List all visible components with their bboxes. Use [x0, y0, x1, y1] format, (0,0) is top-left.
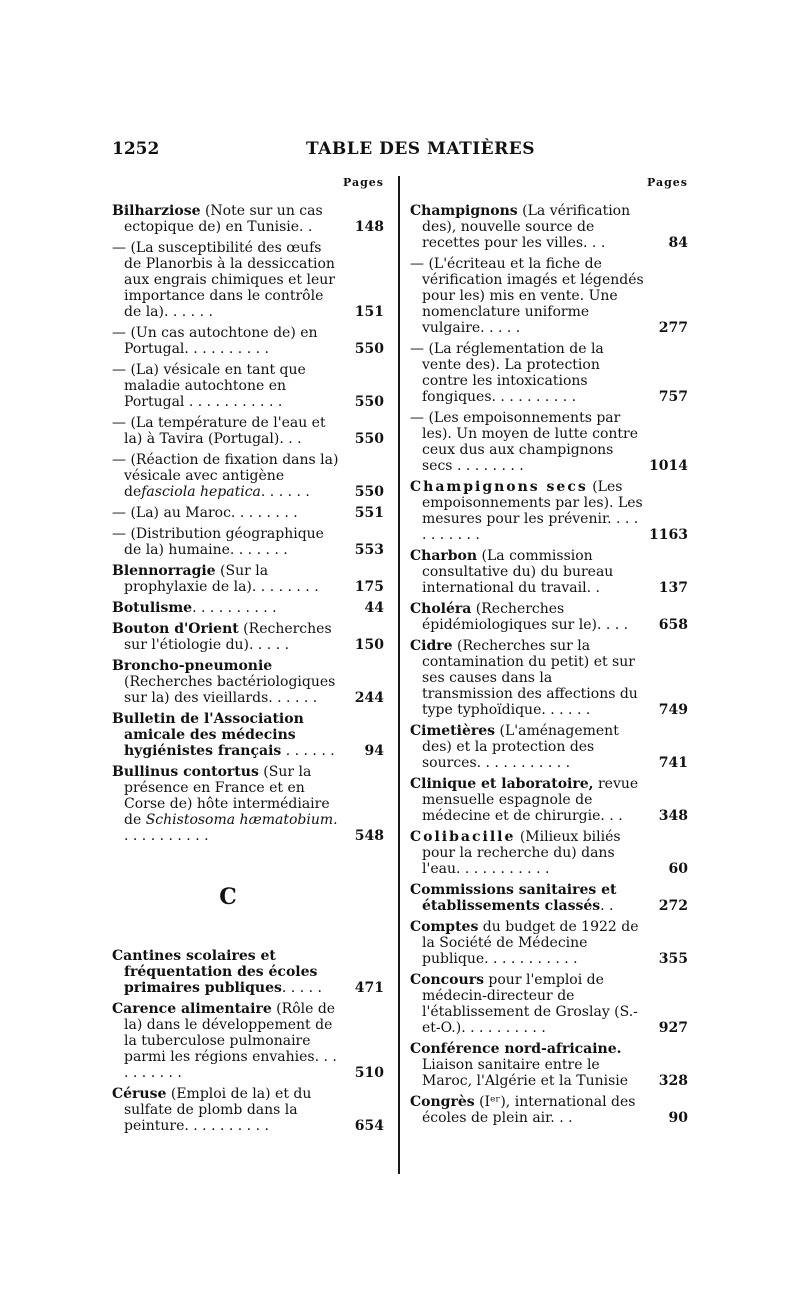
entry-description: — (L'écriteau et la fiche de vérification imagés et légendés pour les) mis en vente. Une nomenclature uniforme vulgaire. . . . . [410, 256, 644, 336]
index-entry [410, 601, 688, 633]
entry-page-number: 550 [354, 431, 384, 447]
entry-page-number: 1014 [649, 458, 688, 474]
column-divider [398, 176, 400, 1174]
entry-description: (Recherches épidémiologiques sur le). . . . [422, 601, 629, 633]
right-entries [410, 203, 688, 1126]
entry-heading: Cantines scolaires et fréquentation des écoles primaires publiques [112, 948, 318, 996]
entry-text [410, 919, 646, 967]
entry-heading: Bulletin de l'Association amicale des médecins hygiénistes français [112, 711, 304, 759]
entry-text [410, 601, 646, 633]
index-entry [410, 638, 688, 718]
entry-page-number: 551 [354, 505, 384, 521]
entry-description: (Rôle de la) dans le développement de la tuberculose pulmonaire parmi les régions envahies. . . . . . . . . . [124, 1001, 337, 1081]
entry-page-number: 550 [354, 341, 384, 357]
index-entry [112, 325, 384, 357]
entry-page-number: 137 [658, 580, 688, 596]
index-entry [410, 410, 688, 474]
index-entry [112, 621, 384, 653]
index-entry [112, 600, 384, 616]
entry-text [410, 638, 646, 718]
entry-page-number: 757 [658, 389, 688, 405]
entry-heading: Commissions sanitaires et établissements classés [410, 882, 617, 914]
index-entry [410, 1041, 688, 1089]
index-entry [410, 256, 688, 336]
entry-page-number: 355 [658, 951, 688, 967]
entry-heading: Bullinus contortus [112, 764, 259, 780]
entry-description: — (Réaction de fixation dans la) vésicale avec antigène de [112, 452, 339, 500]
entry-description: . . [600, 898, 614, 914]
entry-page-number: 741 [658, 755, 688, 771]
index-entry [410, 203, 688, 251]
index-entry [410, 341, 688, 405]
entry-heading: Choléra [410, 601, 472, 617]
entry-page-number: 148 [354, 219, 384, 235]
entry-description: — (La température de l'eau et la) à Tavira (Portugal). . . [112, 415, 326, 447]
entry-page-number: 151 [354, 304, 384, 320]
entry-text [410, 203, 646, 251]
left-entries-b [112, 203, 384, 844]
entry-page-number: 550 [354, 394, 384, 410]
index-entry [112, 240, 384, 320]
index-entry [112, 203, 384, 235]
index-entry [410, 1094, 688, 1126]
entry-text [112, 764, 342, 844]
entry-page-number: 749 [658, 702, 688, 718]
entry-text [112, 452, 342, 500]
running-header: TABLE DES MATIÈRES [306, 139, 536, 159]
entry-heading: Botulisme [112, 600, 193, 616]
entry-description: — (La réglementation de la vente des). La protection contre les intoxications fongiques. . . . . . . . . . [410, 341, 604, 405]
entry-italic-term: fasciola hepatica [141, 484, 261, 500]
entry-italic-term: Schistosoma hæmatobium [145, 812, 334, 828]
entry-page-number: 654 [354, 1118, 384, 1134]
entry-text [410, 723, 646, 771]
entry-text [112, 203, 342, 235]
entry-heading: Cidre [410, 638, 453, 654]
index-entry [112, 711, 384, 759]
entry-text [112, 325, 342, 357]
index-entry [112, 764, 384, 844]
entry-description: (Les empoisonnements par les). Les mesures pour les prévenir. . . . . . . . . . . [422, 479, 643, 543]
entry-text [410, 410, 646, 474]
entry-page-number: 277 [658, 320, 688, 336]
index-entry [112, 362, 384, 410]
entry-text [410, 829, 646, 877]
entry-description: revue mensuelle espagnole de médecine et de chirurgie. . . [422, 776, 639, 824]
entry-text [112, 240, 342, 320]
entry-description: (Sur la présence en France et en Corse de) hôte intermédiaire de [124, 764, 330, 828]
entry-description: — (La) vésicale en tant que maladie autochtone en Portugal . . . . . . . . . . . [112, 362, 306, 410]
entry-description: (La vérification des), nouvelle source de recettes pour les villes. . . [422, 203, 631, 251]
entry-page-number: 510 [354, 1065, 384, 1081]
page-number: 1252 [112, 139, 160, 159]
entry-page-number: 328 [658, 1073, 688, 1089]
entry-text [410, 256, 646, 336]
pages-label: Pages [647, 176, 688, 189]
index-entry [112, 1086, 384, 1134]
index-entry [410, 829, 688, 877]
entry-leader: . . . . . . [260, 484, 310, 500]
entry-description: (Recherches sur l'étiologie du). . . . . [124, 621, 332, 653]
entry-page-number: 658 [658, 617, 688, 633]
entry-page-number: 175 [354, 579, 384, 595]
entry-description: (Emploi de la) et du sulfate de plomb dans la peinture. . . . . . . . . . [124, 1086, 312, 1134]
entry-text [112, 505, 342, 521]
entry-heading: Bouton d'Orient [112, 621, 239, 637]
entry-text [112, 658, 342, 706]
index-entry [410, 972, 688, 1036]
entry-description: — (Les empoisonnements par les). Un moyen de lutte contre ceux dus aux champignons secs . . . . . . . . [410, 410, 639, 474]
index-entry [112, 415, 384, 447]
entry-page-number: 60 [668, 861, 688, 877]
entry-description: (Note sur un cas ectopique de) en Tunisie. . [124, 203, 323, 235]
entry-heading: Concours [410, 972, 484, 988]
index-entry [112, 563, 384, 595]
index-entry [410, 882, 688, 914]
left-entries-c [112, 948, 384, 1134]
entry-description: (La commission consultative du) du bureau international du travail. . [422, 548, 614, 596]
entry-description: — (La) au Maroc. . . . . . . . [112, 505, 298, 521]
entry-text [410, 1041, 646, 1089]
entry-text [112, 1001, 342, 1081]
entry-text [112, 1086, 342, 1134]
entry-description: du budget de 1922 de la Société de Médecine publique. . . . . . . . . . . [422, 919, 639, 967]
index-entry [112, 526, 384, 558]
entry-heading: Blennorragie [112, 563, 216, 579]
entry-text [112, 600, 342, 616]
entry-heading: Cimetières [410, 723, 496, 739]
entry-text [112, 711, 342, 759]
section-letter: C [219, 884, 237, 910]
entry-description: pour l'emploi de médecin-directeur de l'établissement de Groslay (S.-et-O.). . . . . . . . . . [422, 972, 638, 1036]
entry-page-number: 94 [364, 743, 384, 759]
entry-text [112, 526, 342, 558]
entry-page-number: 1163 [649, 527, 688, 543]
entry-text [410, 972, 646, 1036]
index-entry [410, 479, 688, 543]
entry-text [410, 479, 646, 543]
index-entry [112, 505, 384, 521]
entry-page-number: 44 [364, 600, 384, 616]
entry-heading: Broncho-pneumonie [112, 658, 273, 674]
entry-page-number: 548 [354, 828, 384, 844]
entry-heading: Carence alimentaire [112, 1001, 272, 1017]
entry-heading: Comptes [410, 919, 479, 935]
entry-text [410, 341, 646, 405]
index-entry [112, 452, 384, 500]
entry-page-number: 550 [354, 484, 384, 500]
entry-page-number: 272 [658, 898, 688, 914]
entry-text [410, 1094, 646, 1126]
entry-heading: Champignons secs [410, 479, 588, 495]
entry-page-number: 90 [668, 1110, 688, 1126]
entry-text [410, 548, 646, 596]
index-entry [112, 658, 384, 706]
right-column [410, 176, 688, 1131]
entry-description: — (Distribution géographique de la) humaine. . . . . . . [112, 526, 324, 558]
entry-heading: Clinique et laboratoire, [410, 776, 594, 792]
entry-description: . . . . . . . . . . [192, 600, 277, 616]
pages-label: Pages [343, 176, 384, 189]
entry-heading: Bilharziose [112, 203, 201, 219]
entry-heading: Champignons [410, 203, 518, 219]
entry-heading: Charbon [410, 548, 478, 564]
index-entry [410, 548, 688, 596]
entry-page-number: 553 [354, 542, 384, 558]
entry-description: (Recherches sur la contamination du petit) et sur ses causes dans la transmission des affections du type typhoïdique. . . . . . [422, 638, 638, 718]
entry-text [410, 776, 646, 824]
entry-description: . . . . . . [281, 743, 335, 759]
index-entry [410, 723, 688, 771]
left-column [112, 176, 384, 1139]
entry-text [112, 362, 342, 410]
entry-description: (Recherches bactériologiques sur la) des vieillards. . . . . . [124, 674, 336, 706]
entry-leader: . . . . . . . . . . . [124, 812, 338, 844]
entry-description: (Milieux biliés pour la recherche du) dans l'eau. . . . . . . . . . . [422, 829, 621, 877]
entry-page-number: 84 [668, 235, 688, 251]
index-entry [112, 1001, 384, 1081]
entry-text [410, 882, 646, 914]
entry-heading: Colibacille [410, 829, 516, 845]
index-entry [112, 948, 384, 996]
entry-page-number: 348 [658, 808, 688, 824]
entry-page-number: 471 [354, 980, 384, 996]
entry-description: . . . . . [281, 980, 322, 996]
entry-text [112, 563, 342, 595]
entry-text [112, 621, 342, 653]
entry-description: (Sur la prophylaxie de la). . . . . . . . [124, 563, 319, 595]
entry-description: — (Un cas autochtone de) en Portugal. . . . . . . . . . [112, 325, 318, 357]
index-entry [410, 919, 688, 967]
entry-description: (L'aménagement des) et la protection des sources. . . . . . . . . . . [422, 723, 619, 771]
entry-description: — (La susceptibilité des œufs de Planorbis à la dessiccation aux engrais chimiques et leur importance dans le contrôle de la). . . . . . [112, 240, 335, 320]
entry-description: Liaison sanitaire entre le Maroc, l'Algérie et la Tunisie [422, 1057, 629, 1089]
entry-description: (Iᵉʳ), international des écoles de plein air. . . [422, 1094, 636, 1126]
entry-text [112, 415, 342, 447]
entry-text [112, 948, 342, 996]
entry-heading: Congrès [410, 1094, 475, 1110]
entry-page-number: 150 [354, 637, 384, 653]
entry-page-number: 927 [658, 1020, 688, 1036]
entry-heading: Céruse [112, 1086, 167, 1102]
entry-heading: Conférence nord-africaine. [410, 1041, 622, 1057]
entry-page-number: 244 [354, 690, 384, 706]
index-entry [410, 776, 688, 824]
